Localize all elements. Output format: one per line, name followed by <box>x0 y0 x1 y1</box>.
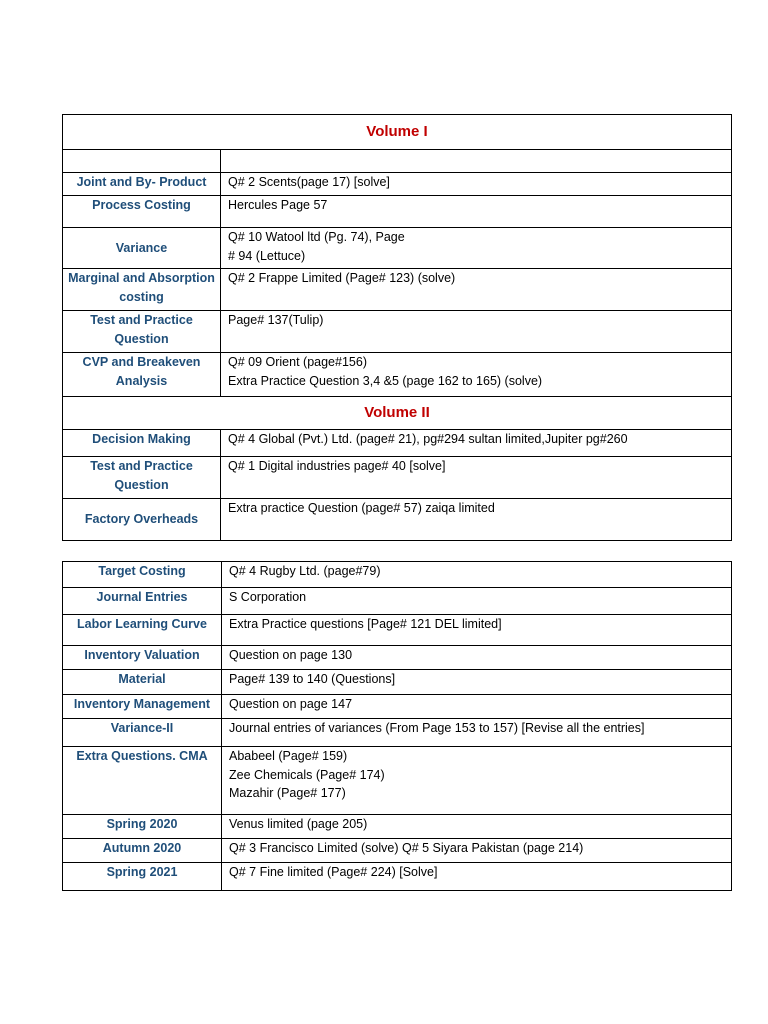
topic-cell: Factory Overheads <box>63 499 221 541</box>
topic-cell: Spring 2020 <box>63 815 222 839</box>
empty-cell <box>221 150 732 173</box>
topic-cell: Marginal and Absorption costing <box>63 269 221 311</box>
topic-cell: Autumn 2020 <box>63 839 222 863</box>
topic-cell: Inventory Valuation <box>63 646 222 670</box>
reference-cell: Q# 09 Orient (page#156) Extra Practice Question 3,4 &5 (page 162 to 165) (solve) <box>221 353 732 397</box>
topic-cell: Material <box>63 670 222 695</box>
reference-cell: Q# 1 Digital industries page# 40 [solve] <box>221 457 732 499</box>
reference-cell: Q# 2 Frappe Limited (Page# 123) (solve) <box>221 269 732 311</box>
topic-cell: Extra Questions. CMA <box>63 747 222 815</box>
reference-cell: Q# 7 Fine limited (Page# 224) [Solve] <box>222 863 732 891</box>
reference-cell: Journal entries of variances (From Page 153 to 157) [Revise all the entries] <box>222 719 732 747</box>
reference-cell: Q# 10 Watool ltd (Pg. 74), Page # 94 (Lettuce) <box>221 228 732 269</box>
reference-cell: Question on page 130 <box>222 646 732 670</box>
reference-cell: Q# 4 Global (Pvt.) Ltd. (page# 21), pg#294 sultan limited,Jupiter pg#260 <box>221 430 732 457</box>
reference-cell: Page# 139 to 140 (Questions] <box>222 670 732 695</box>
reference-cell: Ababeel (Page# 159) Zee Chemicals (Page# 174) Mazahir (Page# 177) <box>222 747 732 815</box>
topic-cell: Spring 2021 <box>63 863 222 891</box>
topic-cell: Test and Practice Question <box>63 311 221 353</box>
topic-cell: Target Costing <box>63 562 222 588</box>
reference-cell: Q# 2 Scents(page 17) [solve] <box>221 173 732 196</box>
additional-topics-table <box>62 561 732 891</box>
reference-cell: Extra practice Question (page# 57) zaiqa limited <box>221 499 732 541</box>
topic-cell: Decision Making <box>63 430 221 457</box>
reference-cell: Question on page 147 <box>222 695 732 719</box>
topic-cell: Variance-II <box>63 719 222 747</box>
topic-cell: CVP and Breakeven Analysis <box>63 353 221 397</box>
topic-cell: Process Costing <box>63 196 221 228</box>
topic-cell: Test and Practice Question <box>63 457 221 499</box>
volume-2-heading: Volume II <box>63 397 732 430</box>
reference-cell: Venus limited (page 205) <box>222 815 732 839</box>
reference-cell: Page# 137(Tulip) <box>221 311 732 353</box>
topic-cell: Joint and By- Product <box>63 173 221 196</box>
topic-cell: Variance <box>63 228 221 269</box>
topic-cell: Inventory Management <box>63 695 222 719</box>
topic-cell: Journal Entries <box>63 588 222 615</box>
volume-table <box>62 114 732 541</box>
reference-cell: Extra Practice questions [Page# 121 DEL limited] <box>222 615 732 646</box>
empty-cell <box>63 150 221 173</box>
reference-cell: Q# 4 Rugby Ltd. (page#79) <box>222 562 732 588</box>
topic-cell: Labor Learning Curve <box>63 615 222 646</box>
reference-cell: Hercules Page 57 <box>221 196 732 228</box>
reference-cell: S Corporation <box>222 588 732 615</box>
reference-cell: Q# 3 Francisco Limited (solve) Q# 5 Siyara Pakistan (page 214) <box>222 839 732 863</box>
volume-1-heading: Volume I <box>63 115 732 150</box>
